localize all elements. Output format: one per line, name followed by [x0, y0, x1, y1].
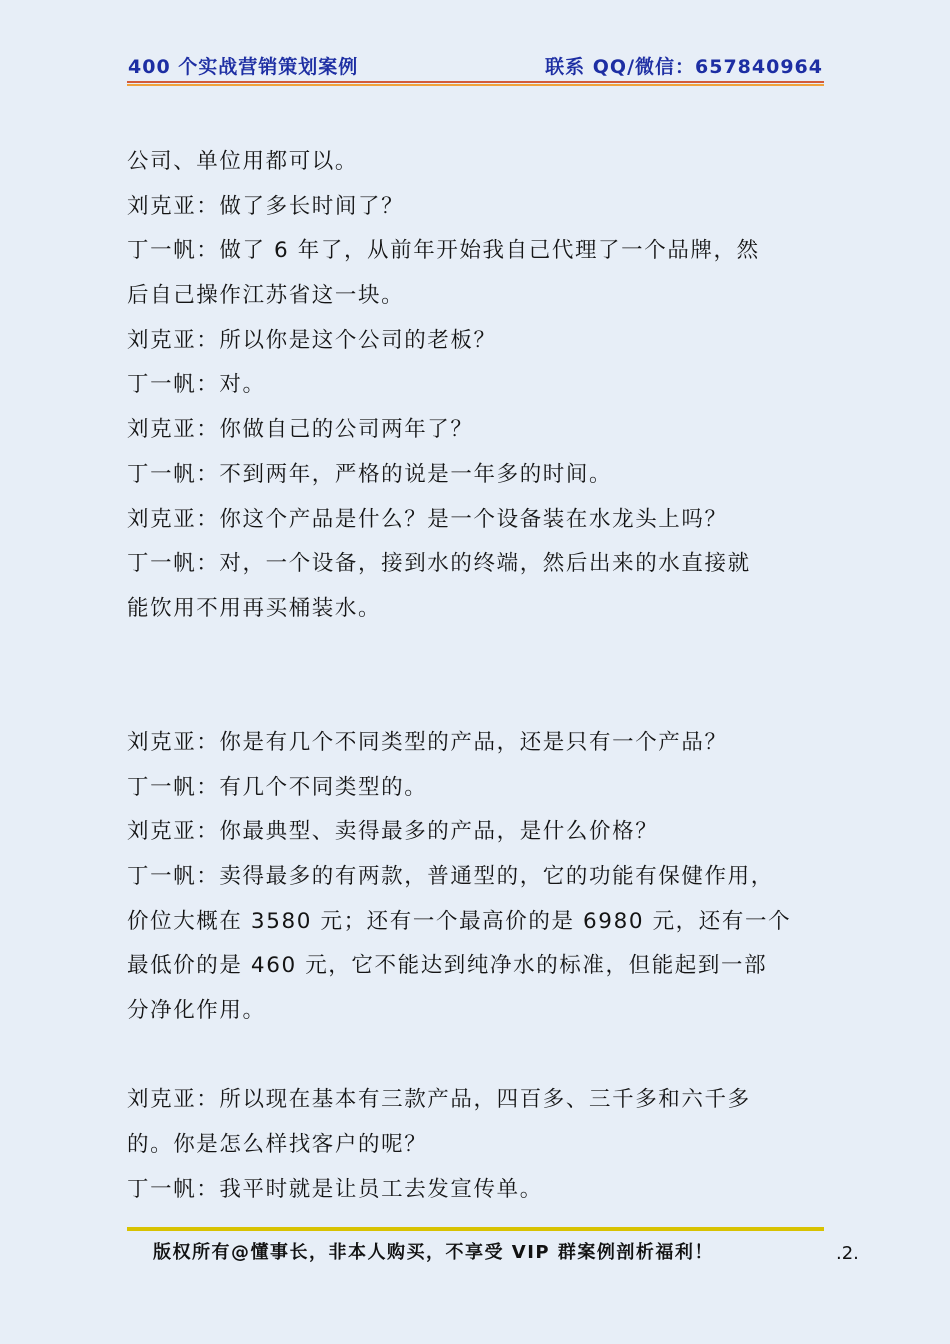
text-line: 丁一帆：我平时就是让员工去发宣传单。	[127, 1176, 543, 1202]
text-line: 丁一帆：做了 6 年了，从前年开始我自己代理了一个品牌，然	[127, 238, 760, 264]
paragraph-gap	[127, 1034, 827, 1079]
text-line: 刘克亚：所以现在基本有三款产品，四百多、三千多和六千多	[127, 1087, 751, 1113]
text-line: 能饮用不用再买桶装水。	[127, 595, 382, 621]
text-line: 刘克亚：你这个产品是什么？是一个设备装在水龙头上吗？	[127, 506, 728, 532]
header-title: 400 个实战营销策划案例	[128, 56, 359, 78]
text-line: 刘克亚：你最典型、卖得最多的产品，是什么价格？	[127, 819, 659, 845]
text-line: 丁一帆：对，一个设备，接到水的终端，然后出来的水直接就	[127, 551, 751, 577]
text-line: 丁一帆：不到两年，严格的说是一年多的时间。	[127, 461, 613, 487]
text-line: 刘克亚：你做自己的公司两年了？	[127, 417, 474, 443]
text-line: 刘克亚：你是有几个不同类型的产品，还是只有一个产品？	[127, 729, 728, 755]
text-line: 刘克亚：所以你是这个公司的老板？	[127, 327, 497, 353]
footer-copyright: 版权所有@懂事长，非本人购买，不享受 VIP 群案例剖析福利！	[153, 1242, 714, 1263]
text-line: 丁一帆：有几个不同类型的。	[127, 774, 428, 800]
text-line: 价位大概在 3580 元；还有一个最高价的是 6980 元，还有一个	[127, 908, 792, 934]
text-line: 丁一帆：对。	[127, 372, 266, 398]
text-line: 分净化作用。	[127, 998, 266, 1024]
text-line: 丁一帆：卖得最多的有两款，普通型的，它的功能有保健作用，	[127, 864, 774, 890]
text-line: 的。你是怎么样找客户的呢？	[127, 1132, 428, 1158]
header-divider-red	[127, 81, 824, 83]
text-line: 刘克亚：做了多长时间了？	[127, 193, 405, 219]
header-contact: 联系 QQ/微信：657840964	[545, 56, 823, 78]
text-line: 公司、单位用都可以。	[127, 149, 359, 174]
text-line: 后自己操作江苏省这一块。	[127, 283, 405, 309]
interview-transcript	[127, 140, 827, 1213]
text-line: 最低价的是 460 元，它不能达到纯净水的标准，但能起到一部	[127, 953, 768, 979]
footer-divider	[127, 1227, 824, 1231]
page-number: .2.	[836, 1243, 859, 1264]
paragraph-gap	[127, 632, 827, 721]
header-divider-orange	[127, 84, 824, 86]
